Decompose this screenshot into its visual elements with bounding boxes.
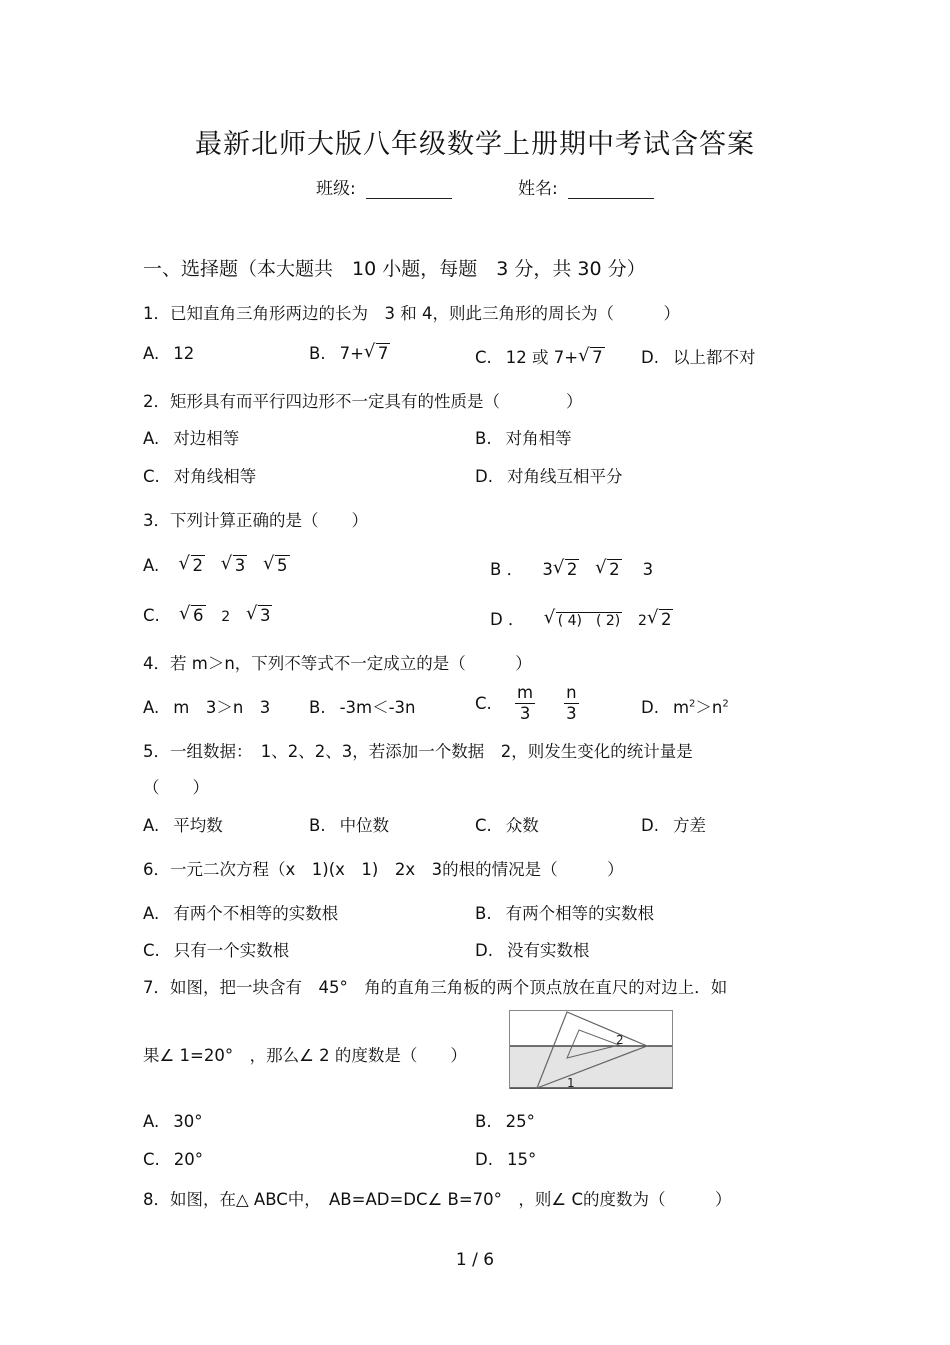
q3-a-sqrt-3 [263,556,290,575]
q3-b-sqrt-1 [553,560,580,579]
q3-a-rad-2: 3 [234,556,246,575]
q1-b-radicand: 7 [377,344,389,363]
q6-a-text: 有两个不相等的实数根 [173,904,339,923]
q1-b-sqrt [364,344,391,363]
q4-option-a [143,694,270,718]
q2-c-label: C. [143,467,160,486]
q3-a-rad-1: 2 [192,556,203,575]
name-label: 姓名: [518,179,558,199]
q5-option-d [641,812,706,836]
q1-c-radicand: 7 [592,348,603,367]
q6-option-c [143,937,289,961]
question-5-stem: 5．一组数据： 1、2、2、3，若添加一个数据 2，则发生变化的统计量是 [143,742,693,761]
q3-d-post: 2 [638,613,647,629]
q4-a-label: A. [143,698,160,717]
q3-c-label: C. [143,606,160,625]
question-6-stem: 6．一元二次方程（x 1)(x 1) 2x 3的根的情况是（ ） [143,860,624,879]
question-5-stem-cont: （ ） [143,778,209,797]
q7-b-text: 25° [505,1112,535,1131]
q4-d-sup-2: 2 [722,698,729,710]
q7-option-d [475,1150,536,1169]
class-label: 班级: [316,179,356,199]
q6-b-text: 有两个相等的实数根 [505,904,655,923]
question-7-stem-cont: 果∠ 1=20° ，那么∠ 2 的度数是（ ） [143,1046,467,1065]
q2-option-d [475,463,622,487]
q4-d-mid: ＞n [695,698,723,717]
q6-a-label: A. [143,904,160,923]
section-heading: 一、选择题（本大题共 10 小题，每题 3 分，共 30 分） [143,258,646,280]
q4-option-b [309,694,416,718]
q6-option-b [475,900,654,924]
q5-option-c [475,812,539,836]
q5-d-label: D. [641,816,659,835]
q7-option-c [143,1150,203,1169]
q1-option-d [641,344,755,368]
q3-option-d [490,606,673,630]
q1-d-text: 以上都不对 [672,348,756,367]
q4-c-label: C. [475,693,492,713]
q3-d-rad-2: 2 [660,610,672,629]
q2-option-a [143,425,239,449]
q1-d-label: D. [641,348,659,367]
q3-d-sqrt-1 [544,610,623,630]
q4-c-num-2: n [564,683,579,704]
q3-b-sqrt-2 [595,560,622,579]
q3-b-pre: 3 [542,560,553,579]
q3-c-sqrt-1 [179,606,206,625]
question-4-stem: 4．若 m＞n，下列不等式不一定成立的是（ ） [143,654,532,673]
q2-option-c [143,463,256,487]
q3-a-sqrt-1 [179,556,206,575]
q7-c-text: 20° [173,1150,204,1169]
q6-d-text: 没有实数根 [506,941,590,960]
q1-option-a [143,344,194,363]
q1-c-sqrt [578,348,605,367]
q7-a-label: A. [143,1112,160,1131]
q2-a-label: A. [143,429,160,448]
q5-option-a [143,812,223,836]
q1-a-label: A. [143,344,160,363]
q5-d-text: 方差 [672,816,706,835]
q3-c-rad-1: 6 [193,606,204,625]
q3-option-c [143,606,272,625]
q3-c-sqrt-2 [246,606,273,625]
q1-option-c [475,344,605,368]
angle-2-label: 2 [616,1033,624,1047]
q4-option-d [641,694,729,718]
q3-a-label: A. [143,556,160,575]
q3-d-rad-1: ( 4) ( 2) [557,613,621,629]
question-8-stem: 8．如图，在△ ABC中， AB=AD=DC∠ B=70° ，则∠ C的度数为（ ） [143,1190,732,1209]
q4-c-frac-1 [515,683,535,724]
q3-c-rad-2: 3 [259,606,271,625]
q4-b-label: B. [309,698,326,717]
q3-a-sqrt-2 [221,556,248,575]
q6-option-d [475,937,589,961]
q3-option-a [143,556,290,575]
question-2-stem: 2．矩形具有而平行四边形不一定具有的性质是（ ） [143,392,583,411]
q5-b-text: 中位数 [339,816,390,835]
q2-c-text: 对角线相等 [173,467,257,486]
q2-option-b [475,425,572,449]
q1-option-b [309,344,390,363]
q7-option-a [143,1112,203,1131]
page-title: 最新北师大版八年级数学上册期中考试含答案 [195,129,755,160]
q4-c-frac-2 [564,683,579,724]
q7-c-label: C. [143,1150,160,1169]
q4-c-den-1: 3 [519,703,531,723]
q3-b-rad-1: 2 [566,560,578,579]
q6-option-a [143,900,338,924]
q1-b-pre: 7+ [339,344,364,363]
question-7-stem: 7．如图，把一块含有 45° 角的直角三角板的两个顶点放在直尺的对边上．如 [143,978,728,997]
name-field [518,174,654,199]
question-1-stem: 1．已知直角三角形两边的长为 3 和 4，则此三角形的周长为（ ） [143,304,680,323]
q3-option-b [490,556,653,580]
q2-b-label: B. [475,429,492,448]
q4-d-label: D. [641,698,659,717]
q3-b-post: 3 [642,560,654,579]
q4-option-c [475,683,583,724]
q2-d-label: D. [475,467,493,486]
q5-b-label: B. [309,816,326,835]
q2-d-text: 对角线互相平分 [506,467,623,486]
question-3-stem: 3．下列计算正确的是（ ） [143,511,368,530]
q3-b-rad-2: 2 [609,560,620,579]
name-blank[interactable] [568,180,654,199]
q4-a-text: m 3＞n 3 [173,698,271,717]
q3-c-mid: 2 [221,609,231,625]
q3-b-label: B ． [490,560,524,579]
angle-1-label: 1 [567,1076,575,1089]
q1-c-pre: 12 或 7+ [505,348,579,367]
q7-d-text: 15° [506,1150,537,1169]
q4-b-text: -3m＜-3n [339,698,416,717]
q4-c-num-1: m [517,683,534,702]
q2-b-text: 对角相等 [505,429,572,448]
class-field [316,174,452,199]
q7-d-label: D. [475,1150,493,1169]
triangle-ruler-figure [509,1010,673,1089]
q7-a-text: 30° [173,1112,203,1131]
q7-b-label: B. [475,1112,492,1131]
q4-d-sup-1: 2 [689,698,696,710]
q2-a-text: 对边相等 [173,429,240,448]
q5-a-label: A. [143,816,160,835]
q1-a-text: 12 [173,344,195,363]
q5-a-text: 平均数 [173,816,223,835]
q3-d-sqrt-2 [647,610,674,629]
q1-b-label: B. [309,344,326,363]
q6-b-label: B. [475,904,492,923]
q1-c-label: C. [475,348,492,367]
q5-c-text: 众数 [505,816,539,835]
q3-d-label: D ． [490,610,525,629]
page-number: 1 / 6 [455,1250,495,1270]
q7-option-b [475,1112,535,1131]
q5-option-b [309,812,389,836]
q3-a-rad-3: 5 [277,556,288,575]
q6-c-text: 只有一个实数根 [173,941,290,960]
q6-d-label: D. [475,941,493,960]
q5-c-label: C. [475,816,492,835]
q6-c-label: C. [143,941,160,960]
q4-c-den-2: 3 [566,703,577,723]
class-blank[interactable] [366,180,452,199]
q4-d-m: m [672,698,690,717]
